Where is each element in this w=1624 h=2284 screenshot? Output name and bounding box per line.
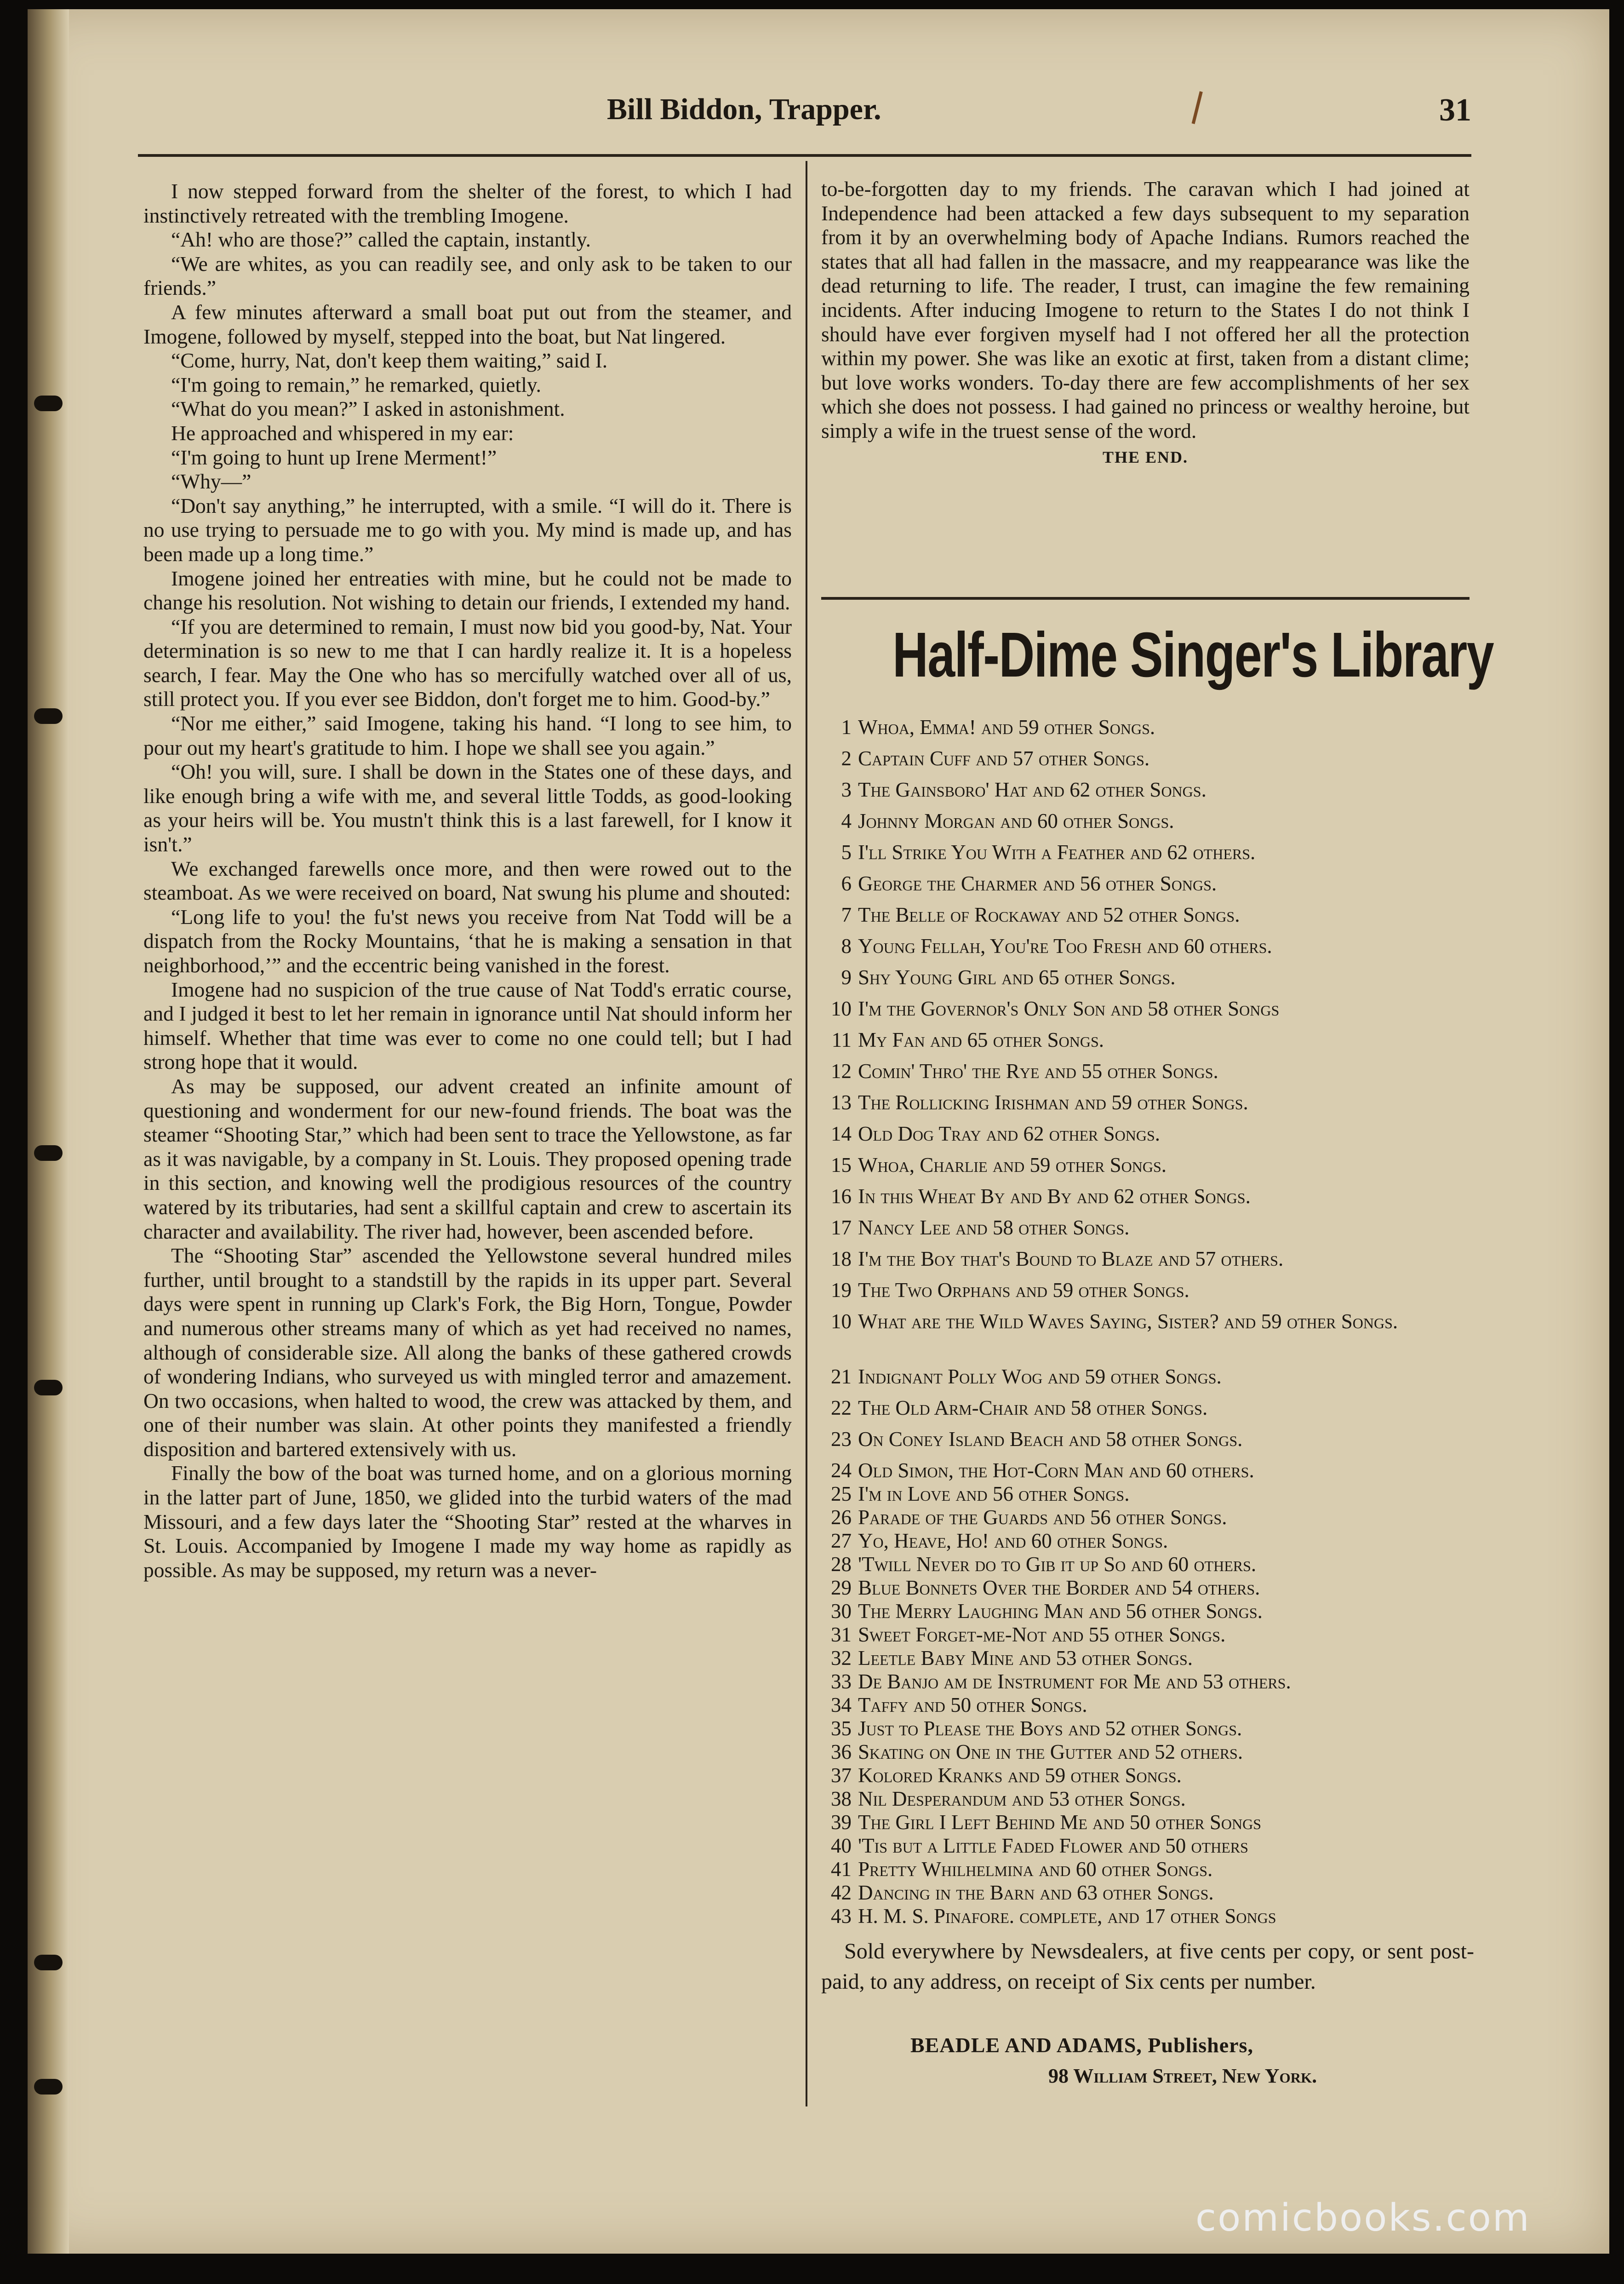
column-divider (806, 161, 807, 2106)
song-number: 42 (831, 1881, 852, 1904)
song-number: 23 (831, 1428, 852, 1451)
song-title: Comin' Thro' the Rye and 55 other Songs. (858, 1060, 1218, 1083)
song-title: 'Tis but a Little Faded Flower and 50 others (858, 1834, 1248, 1857)
story-paragraph: A few minutes afterward a small boat put out from the steamer, and Imogene, followed by myself, stepped into the boat, but Nat lingered. (143, 300, 792, 348)
song-list-item (824, 1365, 1477, 1396)
song-number: 34 (831, 1693, 852, 1716)
song-number: 38 (831, 1787, 852, 1810)
story-paragraph: “Don't say anything,” he interrupted, with a smile. “I will do it. There is no use trying to persuade me to go with you. My mind is made up, and has been made up a long time.” (143, 494, 792, 566)
story-conclusion: to-be-forgotten day to my friends. The caravan which I had joined at Independence had been attacked a few days subsequent to my separation from it by an overwhelming body of Apache Indians. Rumors reached the states that all had fallen in the massacre, and my reappearance was like the dead returning to life. The reader, I trust, can imagine the few remaining incidents. After inducing Imogene to return to the States I do not think I should have ever forgiven myself had I not offered her all the protection within my power. She was like an exotic at first, taken from a distant clime; but love works wonders. To-day there are few accomplishments of her sex which she does not possess. I had gained no princess or wealthy heroine, but simply a wife in the truest sense of the word. (821, 177, 1470, 442)
story-paragraph: “I'm going to hunt up Irene Merment!” (171, 445, 497, 469)
song-list-item (824, 1646, 1477, 1670)
song-number: 16 (831, 1185, 852, 1208)
page-header (138, 92, 1471, 143)
song-title: Blue Bonnets Over the Border and 54 others. (858, 1576, 1260, 1599)
song-title: The Girl I Left Behind Me and 50 other Songs (858, 1811, 1262, 1834)
story-paragraph: Imogene had no suspicion of the true cause of Nat Todd's erratic course, and I judged it best to let her remain in ignorance until Nat should inform her himself. Whether that time was ever to come no one could tell; but I had strong hope that it would. (143, 977, 792, 1074)
section-rule (821, 597, 1470, 600)
the-end-label: THE END. (1102, 448, 1189, 466)
story-paragraph: “Oh! you will, sure. I shall be down in the States one of these days, and like enough bring a wife with me, and several little Todds, as good-looking as your heirs will be. You mustn't think this is a last farewell, for I know it isn't.” (143, 760, 792, 856)
song-number: 35 (831, 1717, 852, 1740)
song-title: Pretty Whilhelmina and 60 other Songs. (858, 1858, 1213, 1881)
song-list-item (824, 1763, 1477, 1787)
library-title: Half-Dime Singer's Library (892, 620, 1494, 690)
song-title: The Merry Laughing Man and 56 other Songs. (858, 1600, 1263, 1623)
story-paragraph: As may be supposed, our advent created an infinite amount of questioning and wonderment for our new-found friends. The boat was the steamer “Shooting Star,” which had been sent to trace the Yellowstone, as far as it was navigable, by a company in St. Louis. They proposed opening trade in this section, and knowing well the prodigious resources of the country watered by its tributaries, had sent a skillful captain and crew to ascertain its character and availability. The river had, however, been ascended before. (143, 1074, 792, 1243)
song-number: 43 (831, 1905, 852, 1928)
song-list-item (824, 715, 1477, 746)
song-list-item (824, 1787, 1477, 1810)
song-title: Whoa, Emma! and 59 other Songs. (858, 716, 1155, 739)
song-number: 13 (831, 1091, 852, 1114)
publisher-name: BEADLE AND ADAMS, Publishers, (910, 2033, 1253, 2057)
song-list-item (824, 746, 1477, 778)
song-number: 19 (831, 1279, 852, 1302)
story-paragraph: He approached and whispered in my ear: (171, 421, 514, 445)
song-title: In this Wheat By and By and 62 other Songs. (858, 1185, 1251, 1208)
story-paragraph: “What do you mean?” I asked in astonishment. (171, 397, 565, 421)
song-title: I'm the Governor's Only Son and 58 other Songs (858, 997, 1280, 1020)
song-list-item (824, 1184, 1477, 1216)
watermark-text: comicbooks.com (1195, 2196, 1531, 2240)
song-title: Shy Young Girl and 65 other Songs. (858, 966, 1176, 989)
song-number: 15 (831, 1153, 852, 1176)
song-title: Whoa, Charlie and 59 other Songs. (858, 1153, 1167, 1176)
song-list-item (824, 1576, 1477, 1599)
song-list-item (824, 1396, 1477, 1427)
story-column-right (821, 177, 1470, 469)
song-number: 26 (831, 1506, 852, 1529)
story-paragraph: “We are whites, as you can readily see, and only ask to be taken to our friends.” (143, 252, 792, 300)
song-title: The Two Orphans and 59 other Songs. (858, 1279, 1189, 1302)
song-number: 9 (841, 966, 852, 989)
song-list-item (824, 965, 1477, 997)
song-list (824, 715, 1477, 1928)
song-list-item (824, 934, 1477, 965)
song-number: 31 (831, 1623, 852, 1646)
song-list-item (824, 1247, 1477, 1278)
song-list-item (824, 840, 1477, 872)
song-title: The Rollicking Irishman and 59 other Songs. (858, 1091, 1248, 1114)
song-title: H. M. S. Pinafore. complete, and 17 other Songs (858, 1905, 1276, 1928)
song-list-item (824, 1599, 1477, 1623)
song-title: The Gainsboro' Hat and 62 other Songs. (858, 778, 1207, 801)
song-title: Captain Cuff and 57 other Songs. (858, 747, 1150, 770)
song-title: Taffy and 50 other Songs. (858, 1693, 1087, 1716)
header-rule (138, 154, 1471, 157)
song-title: My Fan and 65 other Songs. (858, 1028, 1104, 1051)
song-list-item (824, 1278, 1477, 1309)
song-number: 2 (841, 747, 852, 770)
song-number: 29 (831, 1576, 852, 1599)
song-title: Yo, Heave, Ho! and 60 other Songs. (858, 1529, 1168, 1552)
publisher-address: 98 William Street, New York. (1048, 2065, 1317, 2087)
song-title: Parade of the Guards and 56 other Songs. (858, 1506, 1227, 1529)
song-number: 21 (831, 1365, 852, 1388)
song-list-item (824, 1740, 1477, 1763)
song-title: Young Fellah, You're Too Fresh and 60 others. (858, 935, 1272, 958)
song-number: 18 (831, 1247, 852, 1270)
song-number: 5 (841, 841, 852, 864)
song-title: Old Simon, the Hot-Corn Man and 60 others. (858, 1459, 1254, 1482)
binding-stitch (34, 1145, 63, 1161)
spine-binding (28, 9, 69, 2254)
song-list-item (824, 1552, 1477, 1576)
song-list-item (824, 1122, 1477, 1153)
song-list-item (824, 1427, 1477, 1458)
song-number: 12 (831, 1060, 852, 1083)
song-title: Skating on One in the Gutter and 52 others. (858, 1740, 1243, 1763)
song-number: 7 (841, 903, 852, 926)
song-number: 41 (831, 1858, 852, 1881)
running-title: Bill Biddon, Trapper. (607, 92, 881, 126)
song-list-item (824, 1153, 1477, 1184)
story-column-left (143, 179, 792, 1582)
story-paragraph: Imogene joined her entreaties with mine, but he could not be made to change his resolution. Not wishing to detain our friends, I extended my hand. (143, 566, 792, 614)
song-number: 30 (831, 1600, 852, 1623)
song-list-item (824, 1028, 1477, 1059)
binding-stitch (34, 1380, 63, 1395)
story-paragraph: Finally the bow of the boat was turned home, and on a glorious morning in the latter part of June, 1850, we glided into the turbid waters of the mad Missouri, and a few days later the “Shooting Star” rested at the wharves in St. Louis. Accompanied by Imogene I made my way home as rapidly as possible. As may be supposed, my return was a never- (143, 1461, 792, 1582)
song-title: Just to Please the Boys and 52 other Songs. (858, 1717, 1242, 1740)
song-list-item (824, 1623, 1477, 1646)
song-number: 10 (831, 1310, 852, 1333)
song-title: Leetle Baby Mine and 53 other Songs. (858, 1647, 1193, 1670)
song-list-item (824, 809, 1477, 840)
song-number: 10 (831, 997, 852, 1020)
song-title: Indignant Polly Wog and 59 other Songs. (858, 1365, 1222, 1388)
song-list-item (824, 1834, 1477, 1857)
song-title: Old Dog Tray and 62 other Songs. (858, 1122, 1161, 1145)
song-number: 11 (831, 1028, 852, 1051)
story-paragraph: “Ah! who are those?” called the captain, instantly. (171, 228, 591, 252)
song-title: Dancing in the Barn and 63 other Songs. (858, 1881, 1214, 1904)
song-number: 1 (841, 716, 852, 739)
song-list-item (824, 1216, 1477, 1247)
song-list-item (824, 1529, 1477, 1552)
song-list-item (824, 1482, 1477, 1505)
song-number: 40 (831, 1834, 852, 1857)
song-title: I'm in Love and 56 other Songs. (858, 1482, 1130, 1505)
song-title: Kolored Kranks and 59 other Songs. (858, 1764, 1182, 1787)
story-paragraph: “Why—” (171, 470, 252, 494)
song-title: George the Charmer and 56 other Songs. (858, 872, 1217, 895)
song-number: 37 (831, 1764, 852, 1787)
binding-stitch (34, 2079, 63, 2095)
song-title: Nancy Lee and 58 other Songs. (858, 1216, 1130, 1239)
song-list-item (824, 1716, 1477, 1740)
song-list-item (824, 778, 1477, 809)
song-title: I'll Strike You With a Feather and 62 others. (858, 841, 1256, 864)
song-number: 6 (841, 872, 852, 895)
song-list-item (824, 903, 1477, 934)
song-list-item (824, 1090, 1477, 1122)
song-number: 39 (831, 1811, 852, 1834)
sold-notice: Sold everywhere by Newsdealers, at five cents per copy, or sent post-paid, to any address, on receipt of Six cents per number. (821, 1939, 1474, 1994)
story-paragraph: “Long life to you! the fu'st news you receive from Nat Todd will be a dispatch from the Rocky Mountains, ‘that he is making a sensation in that neighborhood,’” and the eccentric being vanished in the forest. (143, 905, 792, 977)
song-number: 27 (831, 1529, 852, 1552)
song-number: 22 (831, 1396, 852, 1419)
song-title: I'm the Boy that's Bound to Blaze and 57 others. (858, 1247, 1284, 1270)
story-paragraph: “If you are determined to remain, I must now bid you good-by, Nat. Your determination is so new to me that I can hardly realize it. It is a hopeless search, I fear. May the One who has so mercifully watched over all of us, still protect you. If you ever see Biddon, don't forget me to him. Good-by.” (143, 614, 792, 711)
song-number: 28 (831, 1553, 852, 1576)
song-list-item (824, 872, 1477, 903)
song-number: 33 (831, 1670, 852, 1693)
song-list-item (824, 1309, 1477, 1365)
song-number: 3 (841, 778, 852, 801)
song-list-item (824, 997, 1477, 1028)
story-paragraph: “I'm going to remain,” he remarked, quietly. (171, 373, 542, 396)
song-list-item (824, 1904, 1477, 1928)
song-list-item (824, 1693, 1477, 1716)
song-list-item (824, 1505, 1477, 1529)
song-number: 17 (831, 1216, 852, 1239)
song-title: What are the Wild Waves Saying, Sister? and 59 other Songs. (858, 1310, 1398, 1333)
song-number: 4 (841, 809, 852, 832)
song-list-item (824, 1059, 1477, 1090)
song-number: 36 (831, 1740, 852, 1763)
page-number: 31 (1439, 92, 1471, 128)
binding-stitch (34, 708, 63, 724)
song-list-item (824, 1881, 1477, 1904)
song-title: De Banjo am de Instrument for Me and 53 others. (858, 1670, 1291, 1693)
story-paragraph: “Nor me either,” said Imogene, taking his hand. “I long to see him, to pour out my heart's gratitude to him. I hope we shall see you again.” (143, 712, 792, 759)
song-list-item (824, 1670, 1477, 1693)
song-number: 32 (831, 1647, 852, 1670)
song-list-item (824, 1857, 1477, 1881)
song-title: Johnny Morgan and 60 other Songs. (858, 809, 1174, 832)
story-paragraph: “Come, hurry, Nat, don't keep them waiting,” said I. (171, 349, 608, 373)
song-title: Sweet Forget-me-Not and 55 other Songs. (858, 1623, 1226, 1646)
song-title: The Old Arm-Chair and 58 other Songs. (858, 1396, 1208, 1419)
song-list-item (824, 1810, 1477, 1834)
song-title: Nil Desperandum and 53 other Songs. (858, 1787, 1186, 1810)
story-paragraph: We exchanged farewells once more, and then were rowed out to the steamboat. As we were received on board, Nat swung his plume and shouted: (143, 856, 792, 905)
binding-stitch (34, 396, 63, 411)
story-paragraph: The “Shooting Star” ascended the Yellowstone several hundred miles further, until brought to a standstill by the rapids in its upper part. Several days were spent in running up Clark's Fork, the Big Horn, Tongue, Powder and numerous other streams many of which as yet had received no names, although of considerable size. All along the banks of these gathered crowds of wondering Indians, who surveyed us with mingled terror and amazement. On two occasions, when halted to wood, the crew was attacked by them, and one of their number was slain. At other points they manifested a friendly disposition and bartered extensively with us. (143, 1244, 792, 1461)
song-number: 8 (841, 935, 852, 958)
story-paragraph: I now stepped forward from the shelter of the forest, to which I had instinctively retreated with the trembling Imogene. (143, 179, 792, 227)
binding-stitch (34, 1955, 63, 1970)
song-title: On Coney Island Beach and 58 other Songs. (858, 1428, 1243, 1451)
song-number: 14 (831, 1122, 852, 1145)
song-title: The Belle of Rockaway and 52 other Songs. (858, 903, 1240, 926)
song-title: 'Twill Never do to Gib it up So and 60 others. (858, 1553, 1257, 1576)
song-number: 25 (831, 1482, 852, 1505)
song-number: 24 (831, 1459, 852, 1482)
song-list-item (824, 1458, 1477, 1482)
